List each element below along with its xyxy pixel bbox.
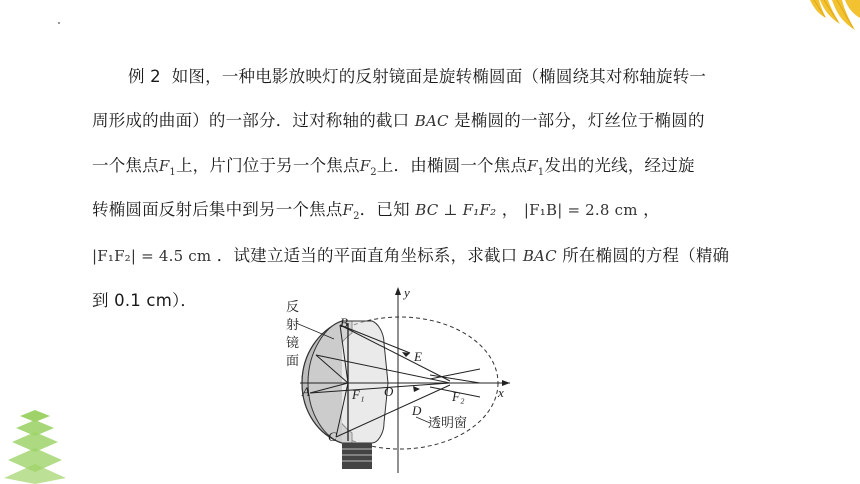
problem-text-6: 到 0.1 cm）． bbox=[92, 291, 198, 310]
label-vertical-4: 面 bbox=[286, 354, 300, 369]
problem-text-1: 如图，一种电影放映灯的反射镜面是旋转椭圆面（椭圆绕其对称轴旋转一 bbox=[171, 67, 707, 86]
problem-text-5b: 所在椭圆的方程（精确 bbox=[562, 246, 730, 265]
math-f1f2-length: |F₁F₂| = 4.5 cm bbox=[92, 247, 212, 265]
example-label: 例 2 bbox=[128, 67, 161, 86]
problem-text-4a: 转椭圆面反射后集中到另一个焦点 bbox=[92, 200, 343, 219]
problem-text-5a: ．试建立适当的平面直角坐标系，求截口 bbox=[216, 246, 518, 265]
problem-text-3a: 一个焦点 bbox=[92, 156, 159, 175]
math-f1-b: $F_1$ bbox=[527, 157, 545, 178]
leaf-decoration-icon bbox=[800, 0, 860, 50]
problem-text-3d: 发出的光线，经过旋 bbox=[544, 156, 695, 175]
problem-line-1 bbox=[128, 63, 706, 87]
problem-text-3c: 上．由椭圆一个焦点 bbox=[376, 156, 528, 175]
tree-decoration-icon bbox=[0, 404, 70, 484]
point-b-label: B bbox=[340, 315, 348, 330]
comma: ， bbox=[501, 200, 519, 219]
point-o-label: O bbox=[384, 384, 394, 399]
point-f1-label: F₁ bbox=[352, 387, 365, 402]
point-e-label: E bbox=[414, 349, 422, 364]
problem-text-3b: 上，片门位于另一个焦点 bbox=[175, 156, 360, 175]
math-perpendicular: BC ⊥ F₁F₂ bbox=[415, 201, 497, 219]
problem-line-3 bbox=[92, 152, 695, 178]
ellipse-reflector-figure bbox=[280, 283, 520, 478]
problem-text-2a: 周形成的曲面）的一部分．过对称轴的截口 bbox=[92, 111, 410, 130]
lamp-base bbox=[342, 443, 372, 469]
problem-line-5 bbox=[92, 242, 729, 266]
math-f2: $F_2$ bbox=[359, 157, 377, 178]
label-vertical-3: 镜 bbox=[286, 336, 300, 351]
label-vertical-2: 射 bbox=[286, 318, 300, 333]
x-axis-label: x bbox=[498, 385, 504, 400]
point-d-label: D bbox=[412, 403, 422, 418]
window-label: 透明窗 bbox=[428, 416, 468, 431]
math-f2-b: $F_2$ bbox=[342, 201, 360, 222]
problem-line-6 bbox=[92, 287, 197, 311]
problem-line-2 bbox=[92, 107, 705, 131]
y-axis-label: y bbox=[404, 285, 410, 300]
math-f1b-length: |F₁B| = 2.8 cm bbox=[523, 201, 638, 219]
point-f2-label: F₂ bbox=[452, 389, 465, 404]
dot-decoration bbox=[58, 22, 60, 24]
label-vertical-1: 反 bbox=[286, 300, 300, 315]
problem-line-4 bbox=[92, 196, 660, 222]
point-a-label: A bbox=[302, 384, 310, 399]
math-bac-2: BAC bbox=[522, 247, 557, 265]
math-bac: BAC bbox=[414, 112, 449, 130]
problem-text-2b: 是椭圆的一部分，灯丝位于椭圆的 bbox=[454, 111, 705, 130]
problem-text-4b: ．已知 bbox=[359, 200, 410, 219]
point-c-label: C bbox=[328, 429, 337, 444]
comma-2: ， bbox=[643, 200, 660, 219]
math-f1: $F_1$ bbox=[158, 157, 176, 178]
